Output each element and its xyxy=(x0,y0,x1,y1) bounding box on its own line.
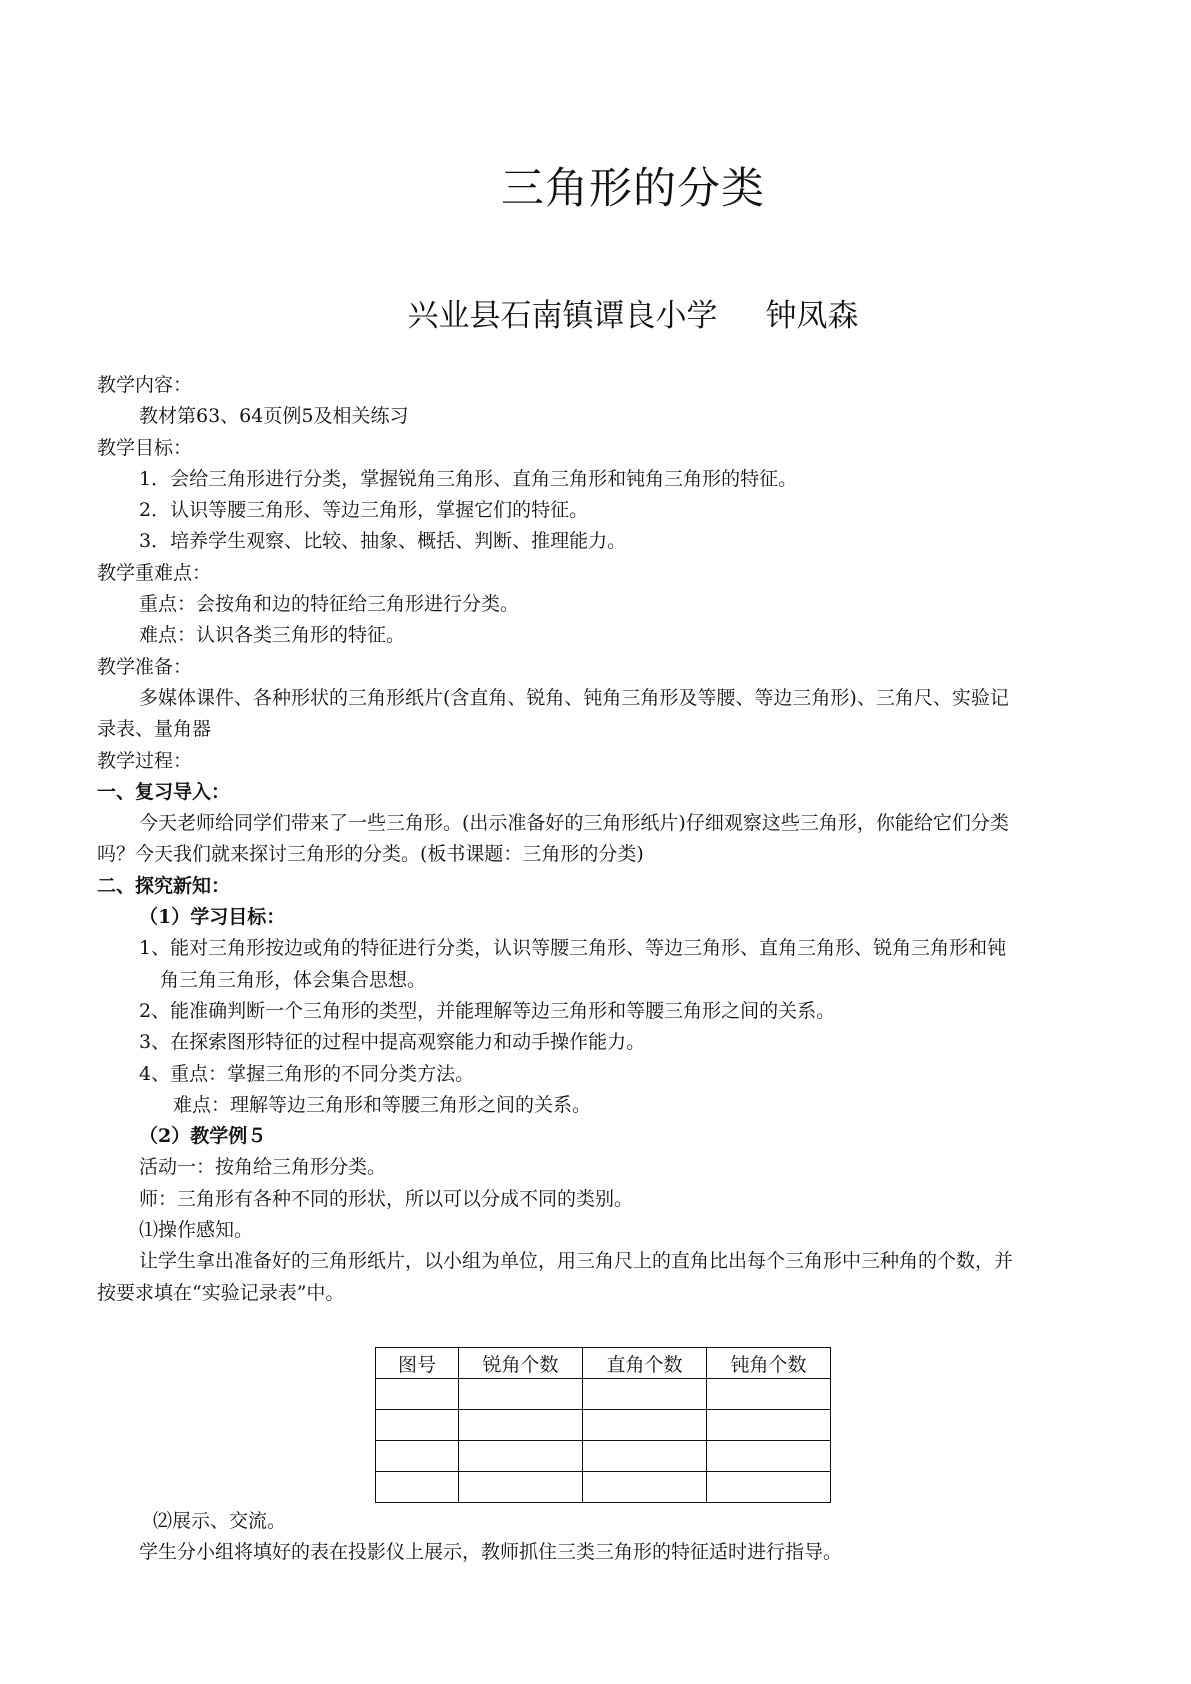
author-line xyxy=(0,290,1191,335)
paragraph-line: 今天老师给同学们带来了一些三角形。(出示准备好的三角形纸片)仔细观察这些三角形，你能给它们分类 xyxy=(139,812,1009,835)
goal-item: 1．会给三角形进行分类，掌握锐角三角形、直角三角形和钝角三角形的特征。 xyxy=(139,467,798,490)
table-cell xyxy=(376,1379,459,1410)
prep-line: 录表、量角器 xyxy=(97,718,212,741)
lesson-body-continued xyxy=(97,1506,1109,1569)
objective-line: 4、重点：掌握三角形的不同分类方法。 xyxy=(139,1062,475,1085)
objective-line: 3、在探索图形特征的过程中提高观察能力和动手操作能力。 xyxy=(139,1031,646,1054)
table-header-row xyxy=(376,1348,831,1379)
paragraph-line: ⑴操作感知。 xyxy=(139,1219,254,1242)
table-cell xyxy=(707,1441,831,1472)
table-row xyxy=(376,1410,831,1441)
table-cell xyxy=(459,1441,583,1472)
paragraph-line: 活动一：按角给三角形分类。 xyxy=(139,1156,387,1179)
objective-line: 角三角三角形，体会集合思想。 xyxy=(160,968,427,991)
table-row xyxy=(376,1441,831,1472)
goal-item: 2．认识等腰三角形、等边三角形，掌握它们的特征。 xyxy=(139,499,589,522)
process-label: 教学过程： xyxy=(97,749,193,772)
keypoint-difficult: 难点：认识各类三角形的特征。 xyxy=(139,624,406,647)
objective-line: 2、能准确判断一个三角形的类型，并能理解等边三角形和等腰三角形之间的关系。 xyxy=(139,999,836,1022)
table-header-cell: 钝角个数 xyxy=(707,1348,831,1379)
subsection-heading: （1）学习目标： xyxy=(139,906,286,929)
subsection-heading: （2）教学例５ xyxy=(139,1125,267,1148)
table-cell xyxy=(707,1410,831,1441)
table-cell xyxy=(583,1410,707,1441)
section-heading: 二、探究新知： xyxy=(97,874,231,897)
table-cell xyxy=(583,1441,707,1472)
paragraph-line: ⑵展示、交流。 xyxy=(153,1510,287,1532)
goals-label: 教学目标： xyxy=(97,436,193,459)
goal-item: 3．培养学生观察、比较、抽象、概括、判断、推理能力。 xyxy=(139,530,627,553)
table-cell xyxy=(459,1410,583,1441)
table-header-cell: 锐角个数 xyxy=(459,1348,583,1379)
table-header-cell: 图号 xyxy=(376,1348,459,1379)
paragraph-line: 按要求填在“实验记录表”中。 xyxy=(97,1281,345,1304)
table-cell xyxy=(459,1379,583,1410)
objective-line: 难点：理解等边三角形和等腰三角形之间的关系。 xyxy=(173,1093,592,1116)
paragraph-line: 学生分小组将填好的表在投影仪上展示，教师抓住三类三角形的特征适时进行指导。 xyxy=(139,1541,843,1564)
content-label: 教学内容： xyxy=(97,374,193,396)
section-heading: 一、复习导入： xyxy=(97,780,231,803)
content-text: 教材第63、64页例5及相关练习 xyxy=(139,405,409,428)
page-title: 三角形的分类 xyxy=(501,164,765,214)
objective-line: 1、能对三角形按边或角的特征进行分类，认识等腰三角形、等边三角形、直角三角形、锐角三角形和钝 xyxy=(139,937,1007,960)
table-row xyxy=(376,1472,831,1503)
paragraph-line: 师：三角形有各种不同的形状，所以可以分成不同的类别。 xyxy=(139,1187,634,1210)
table-cell xyxy=(376,1441,459,1472)
author-name: 钟凤森 xyxy=(765,298,859,334)
keypoint-key: 重点：会按角和边的特征给三角形进行分类。 xyxy=(139,593,520,616)
prep-line: 多媒体课件、各种形状的三角形纸片(含直角、锐角、钝角三角形及等腰、等边三角形)、三角尺、实验记 xyxy=(139,686,1009,709)
paragraph-line: 吗？今天我们就来探讨三角形的分类。(板书课题：三角形的分类) xyxy=(97,843,644,866)
table-row xyxy=(376,1379,831,1410)
table-cell xyxy=(459,1472,583,1503)
keypoints-label: 教学重难点： xyxy=(97,561,212,584)
prep-label: 教学准备： xyxy=(97,655,193,678)
experiment-record-table xyxy=(375,1347,831,1503)
table-cell xyxy=(583,1379,707,1410)
table-cell xyxy=(707,1472,831,1503)
table-cell xyxy=(583,1472,707,1503)
author-school: 兴业县石南镇谭良小学 xyxy=(407,298,718,334)
paragraph-line: 让学生拿出准备好的三角形纸片，以小组为单位，用三角尺上的直角比出每个三角形中三种角的个数，并 xyxy=(139,1250,1014,1273)
table-cell xyxy=(376,1472,459,1503)
lesson-body xyxy=(97,370,1109,1309)
table-header-cell: 直角个数 xyxy=(583,1348,707,1379)
table-cell xyxy=(707,1379,831,1410)
table-cell xyxy=(376,1410,459,1441)
